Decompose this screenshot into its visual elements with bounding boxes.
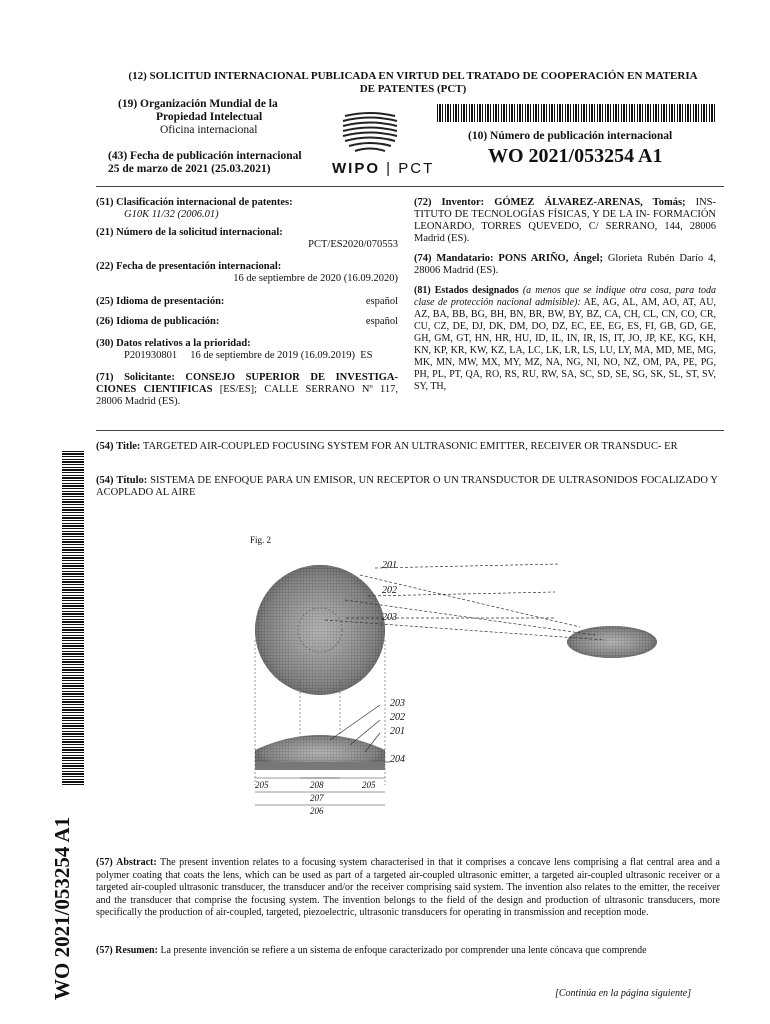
field-81-states: (81) Estados designados (a menos que se indique otra cosa, para toda clase de protección nacional admisible): AE, AG, AL, AM, AO, AT, AU, AZ, BA, BB, BG, BH, BN, BR, BW, BY, BZ, CA, CH, CL, CN, CO, CR, CU, CZ, DE, DJ, DK, DM, DO, DZ, EC, EE, EG, ES, FI, GB, GD, GE, GH, GM, GT, HN, HR, HU, ID, IL, IN, IR, IS, IT, JO, JP, KE, KG, KH, KN, KP, KR, KW, KZ, LA, LC, LK, LR, LS, LU, LY, MA, MD, ME, MG, MK, MN, MW, MX, MY, MZ, NA, NG, NI, NO, NZ, OM, PA, PE, PG, PH, PL, PT, QA, RO, RS, RU, RW, SA, SC, SD, SE, SG, SK, SL, ST, SV, SY, TH, xyxy=(414,285,717,392)
header-divider xyxy=(96,186,724,187)
org-name-line1: Organización Mundial de la xyxy=(140,98,278,110)
abstract-en: (57) Abstract: The present invention relates to a focusing system characterised in that it comprises a concave lens comprising a flat central area and a polymer coating that coats the lens, which can be used as part of a targeted air-coupled ultrasonic emitter, a targeted air-coupled ultrasonic receiver or a targeted air-coupled ultrasonic transducer, the transducer and/or the receiver comprising said system. The invention also relates to the emitter, the receiver and the transducer that comprise the focusing system. The invention belongs to the field of the design and production of ultrasonic transducers, more specifically the production of air-coupled, targeted, piezoelectric, ultrasonic transducers for operating in transmission and reception mode. xyxy=(96,857,720,918)
field-72-inventor: (72) Inventor: GÓMEZ ÁLVAREZ-ARENAS, Tomás; INS- TITUTO DE TECNOLOGÍAS FÍSICAS, Y DE LA IN- FORMACIÓN LEONARDO, TORRES QUEVEDO, C/ SERRANO, 144, 28006 Madrid (ES). xyxy=(414,197,716,244)
field-22: (22) Fecha de presentación internacional: 16 de septiembre de 2020 (16.09.2020) xyxy=(96,261,398,284)
field-71: (71) Solicitante: CONSEJO SUPERIOR DE INVESTIGA- CIONES CIENTIFICAS [ES/ES]; CALLE SERRANO Nº 117, 28006 Madrid (ES). xyxy=(96,372,398,407)
pct-text: PCT xyxy=(398,160,435,177)
title-es: (54) Título: SISTEMA DE ENFOQUE PARA UN EMISOR, UN RECEPTOR O UN TRANSDUCTOR DE ULTRASONIDOS FOCALIZADO Y ACOPLADO AL AIRE xyxy=(96,475,719,498)
pub-date-label: (43) Fecha de publicación internacional xyxy=(108,150,302,162)
header-line1: (12) SOLICITUD INTERNACIONAL PUBLICADA EN VIRTUD DEL TRATADO DE COOPERACIÓN EN MATERIA xyxy=(128,70,698,82)
ref-203-top: 203 xyxy=(382,612,397,623)
publication-date-block xyxy=(108,150,338,176)
title-en: (54) Title: TARGETED AIR-COUPLED FOCUSING SYSTEM FOR AN ULTRASONIC EMITTER, RECEIVER OR TRANSDUC- ER xyxy=(96,441,678,452)
right-fields-column xyxy=(414,197,716,393)
field-25: (25) Idioma de presentación: español xyxy=(96,296,398,307)
wipo-text: WIPO xyxy=(332,160,380,177)
header-line2: DE PATENTES (PCT) xyxy=(359,83,467,95)
ref-204-side: 204 xyxy=(390,754,405,765)
side-publication-number: WO 2021/053254 A1 xyxy=(50,816,74,1000)
pub-number-label: (10) Número de publicación internacional xyxy=(468,130,673,142)
continued-note: [Continúa en la página siguiente] xyxy=(555,988,692,999)
ref-201-top: 201 xyxy=(382,560,397,571)
barcode xyxy=(437,104,717,122)
figure-label: Fig. 2 xyxy=(250,535,272,545)
field-51: (51) Clasificación internacional de patentes: G10K 11/32 (2006.01) xyxy=(96,197,293,220)
ref-205-left: 205 xyxy=(255,780,269,790)
field-74-agent: (74) Mandatario: PONS ARIÑO, Ángel; Glorieta Rubén Darío 4, 28006 Madrid (ES). xyxy=(414,253,717,276)
ref-207: 207 xyxy=(310,793,324,803)
ref-208: 208 xyxy=(310,780,324,790)
ref-206: 206 xyxy=(310,806,324,816)
figure-2 xyxy=(250,530,720,830)
ref-203-side: 203 xyxy=(390,698,405,709)
org-name-line2: Propiedad Intelectual xyxy=(156,111,263,123)
organization-block xyxy=(118,98,318,137)
vertical-barcode xyxy=(62,450,84,785)
pub-number-value: WO 2021/053254 A1 xyxy=(488,145,663,167)
field-26: (26) Idioma de publicación: español xyxy=(96,316,398,327)
fields-divider xyxy=(96,430,724,431)
ref-201-side: 201 xyxy=(390,726,405,737)
pub-date-value: 25 de marzo de 2021 (25.03.2021) xyxy=(108,163,271,175)
ref-202-top: 202 xyxy=(382,585,397,596)
left-fields-column xyxy=(96,197,398,408)
ref-205-right: 205 xyxy=(362,780,376,790)
field-21: (21) Número de la solicitud internacional: PCT/ES2020/070553 xyxy=(96,227,398,250)
org-label-num: (19) xyxy=(118,98,138,110)
wipo-pct-logo-text: WIPO | PCT xyxy=(332,160,435,177)
wipo-logo-icon xyxy=(335,110,405,155)
resumen-es: (57) Resumen: La presente invención se refiere a un sistema de enfoque caracterizado por comprender una lente cóncava que comprende xyxy=(96,945,647,956)
field-30: (30) Datos relativos a la prioridad: P201930801 16 de septiembre de 2019 (16.09.2019) ES xyxy=(96,338,373,361)
document-header xyxy=(103,70,723,96)
pub-number-block xyxy=(468,130,672,143)
org-office: Oficina internacional xyxy=(160,124,258,136)
ref-202-side: 202 xyxy=(390,712,405,723)
